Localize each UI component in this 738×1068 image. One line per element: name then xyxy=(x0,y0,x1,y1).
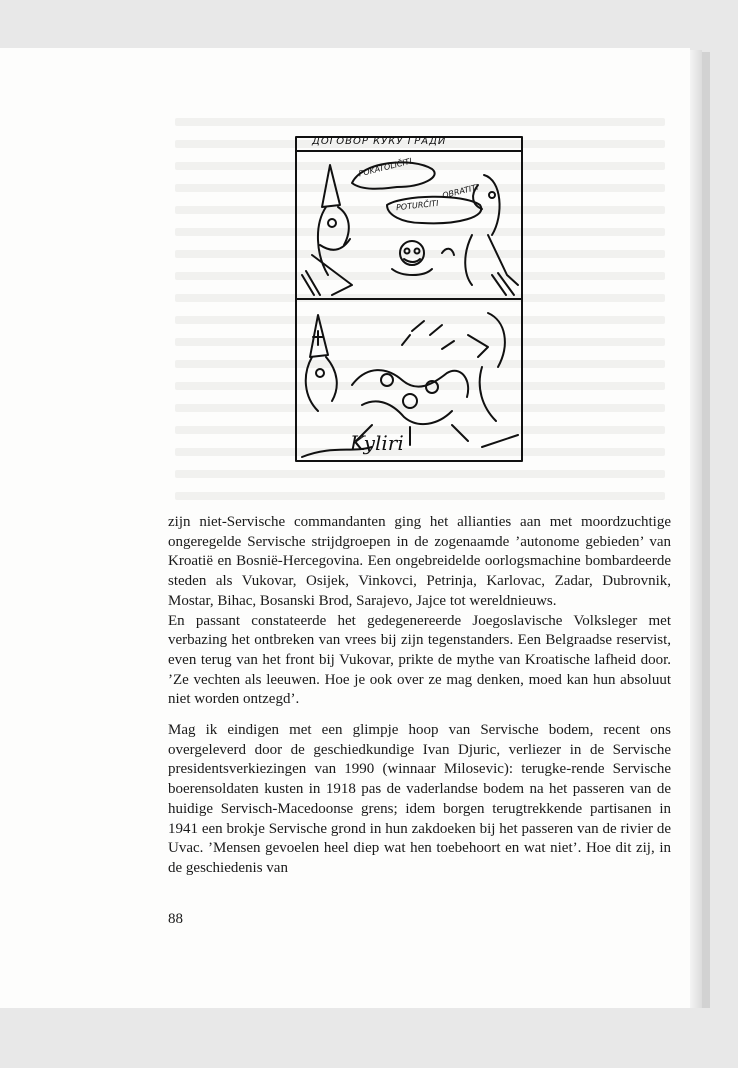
page-edge-shadow xyxy=(702,52,710,1008)
paragraph: En passant constateerde het gedegenereerde Joegoslavische Volksleger met verbazing het ontbreken van vrees bij zijn tegenstanders. Een Belgraadse reservist, even terug van het front bij Vukovar, prikte de mythe van Kroatische lafheid door. ’Ze vechten als leeuwen. Hoe je ook over ze mag denken, moed kan hun absoluut niet worden ontzegd’. xyxy=(168,612,671,708)
cartoon-illustration xyxy=(292,135,530,465)
cartoon-header-text: ДОГОВОР КУКУ ГРАДИ xyxy=(312,136,447,147)
page-edge xyxy=(690,50,702,1008)
cartoon-drawing xyxy=(292,135,530,465)
page-number: 88 xyxy=(168,911,183,927)
body-text xyxy=(168,513,671,879)
paragraph: Mag ik eindigen met een glimpje hoop van Servische bodem, recent ons overgeleverd door de geschiedkundige Ivan Djuric, verliezer in de Servische presidentsverkiezingen van 1990 (winnaar Milosevic): terugke-rende Servische boerensoldaten kusten in 1918 pas de vaderlandse bodem na het passeren van de huidige Servisch-Macedoonse grens; idem borgen terugtrekkende partisanen in 1941 een brokje Servische grond in hun zakdoeken bij het passeren van de rivier de Uvac. ’Mensen gevoelen heel diep wat hen toebehoort en wat niet’. Hoe dit zij, in de geschiedenis van xyxy=(168,722,671,876)
speech-bubble-2-text: POTURČITI xyxy=(395,198,439,213)
cartoonist-signature: Kyliri xyxy=(350,431,404,455)
speech-bubble-3-text: OBRATITI xyxy=(441,182,480,201)
speech-bubble-1-text: POKATOLIČITI xyxy=(357,156,413,179)
paragraph: zijn niet-Servische commandanten ging het allianties aan met moordzuchtige ongeregelde Servische strijdgroepen in de zogenaamde ’autonome gebieden’ van Kroatië en Bosnië-Hercegovina. Een ongebreidelde oorlogsmachine bombardeerde steden als Vukovar, Osijek, Vinkovci, Petrinja, Karlovac, Zadar, Dubrovnik, Mostar, Bihac, Bosanski Brod, Sarajevo, Jajce tot wereldnieuws. xyxy=(168,514,671,609)
